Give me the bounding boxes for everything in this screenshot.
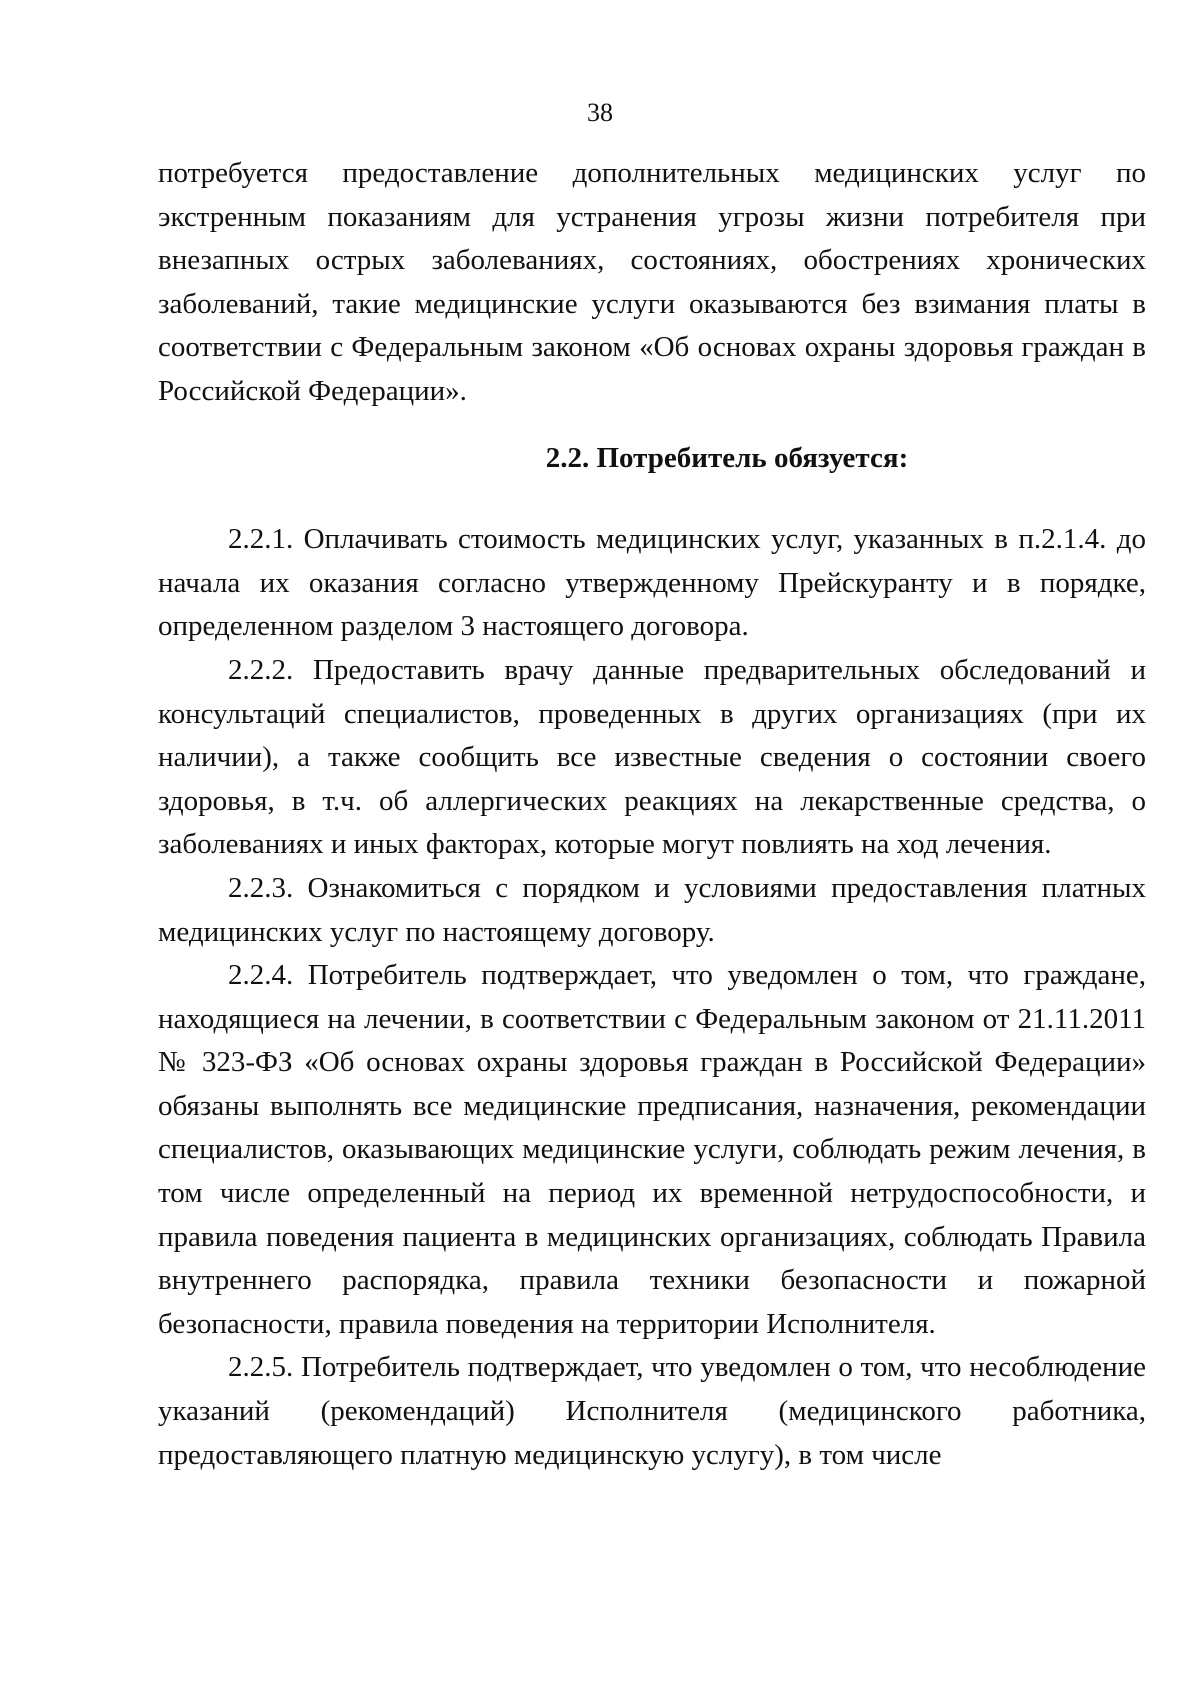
section-heading: 2.2. Потребитель обязуется:: [545, 441, 909, 474]
clause-2-2-1: 2.2.1. Оплачивать стоимость медицинских услуг, указанных в п.2.1.4. до начала их оказания согласно утвержденному Прейскуранту и в порядке, определенном разделом 3 настоящего договора.: [158, 523, 1146, 643]
clause-2-2-4: 2.2.4. Потребитель подтверждает, что уведомлен о том, что граждане, находящиеся на лечении, в соответствии с Федеральным законом от 21.11.2011 № 323-ФЗ «Об основах охраны здоровья граждан в Российской Федерации» обязаны выполнять все медицинские предписания, назначения, рекомендации специалистов, оказывающих медицинские услуги, соблюдать режим лечения, в том числе определенный на период их временной нетрудоспособности, и правила поведения пациента в медицинских организациях, соблюдать Правила внутреннего распорядка, правила техники безопасности и пожарной безопасности, правила поведения на территории Исполнителя.: [158, 959, 1146, 1340]
clause-2-2-3: 2.2.3. Ознакомиться с порядком и условиями предоставления платных медицинских услуг по настоящему договору.: [158, 871, 1146, 948]
document-body: [158, 152, 1146, 1477]
clause-2-2-2: 2.2.2. Предоставить врачу данные предварительных обследований и консультаций специалистов, проведенных в других организациях (при их наличии), а также сообщить все известные сведения о состоянии своего здоровья, в т.ч. об аллергических реакциях на лекарственные средства, о заболеваниях и иных факторах, которые могут повлиять на ход лечения.: [158, 653, 1146, 861]
page-number: 38: [587, 98, 613, 127]
clause-2-2-5: 2.2.5. Потребитель подтверждает, что уведомлен о том, что несоблюдение указаний (рекомендаций) Исполнителя (медицинского работника, предоставляющего платную медицинскую услугу), в том числе: [158, 1351, 1146, 1471]
intro-paragraph: потребуется предоставление дополнительных медицинских услуг по экстренным показаниям для устранения угрозы жизни потребителя при внезапных острых заболеваниях, состояниях, обострениях хронических заболеваний, такие медицинские услуги оказываются без взимания платы в соответствии с Федеральным законом «Об основах охраны здоровья граждан в Российской Федерации».: [158, 157, 1146, 407]
